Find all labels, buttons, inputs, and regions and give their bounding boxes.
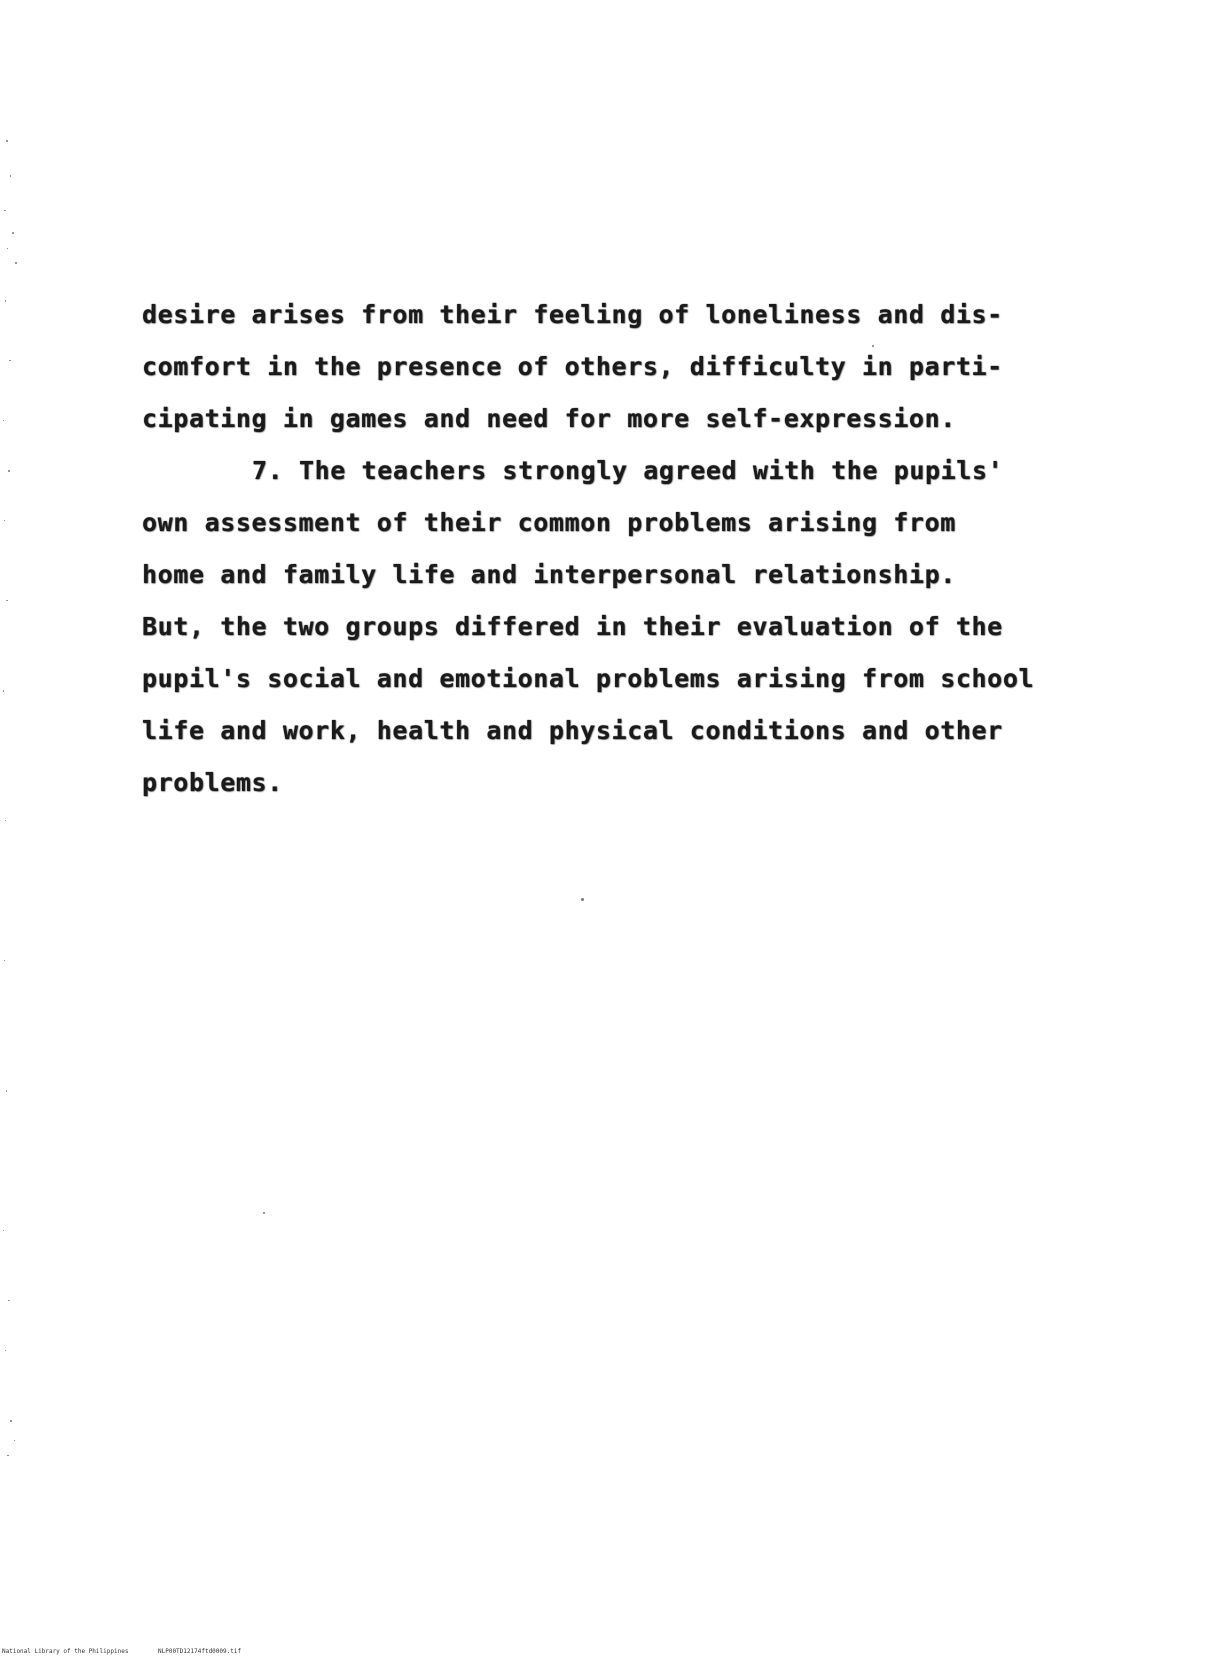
text-line: 7. The teachers strongly agreed with the pupils'	[252, 456, 1004, 485]
scan-footer	[0, 1648, 600, 1676]
text-line: cipating in games and need for more self-expression.	[142, 404, 956, 433]
scan-speck	[872, 345, 874, 347]
text-line: pupil's social and emotional problems arising from school	[142, 664, 1035, 693]
footer-library-name: National Library of the Philippines	[2, 1648, 129, 1655]
text-line: home and family life and interpersonal relationship.	[142, 560, 956, 589]
text-line: own assessment of their common problems arising from	[142, 508, 956, 537]
text-line: But, the two groups differed in their evaluation of the	[142, 612, 1003, 641]
footer-filename: NLP00TD12174ftd0009.tif	[158, 1648, 242, 1655]
scan-speck	[263, 1212, 265, 1214]
text-line: desire arises from their feeling of loneliness and dis-	[142, 300, 1003, 329]
text-line: comfort in the presence of others, difficulty in parti-	[142, 352, 1003, 381]
text-line: life and work, health and physical conditions and other	[142, 716, 1003, 745]
scan-margin-noise	[0, 0, 40, 1658]
text-line: problems.	[142, 768, 283, 797]
scan-speck	[581, 898, 584, 901]
